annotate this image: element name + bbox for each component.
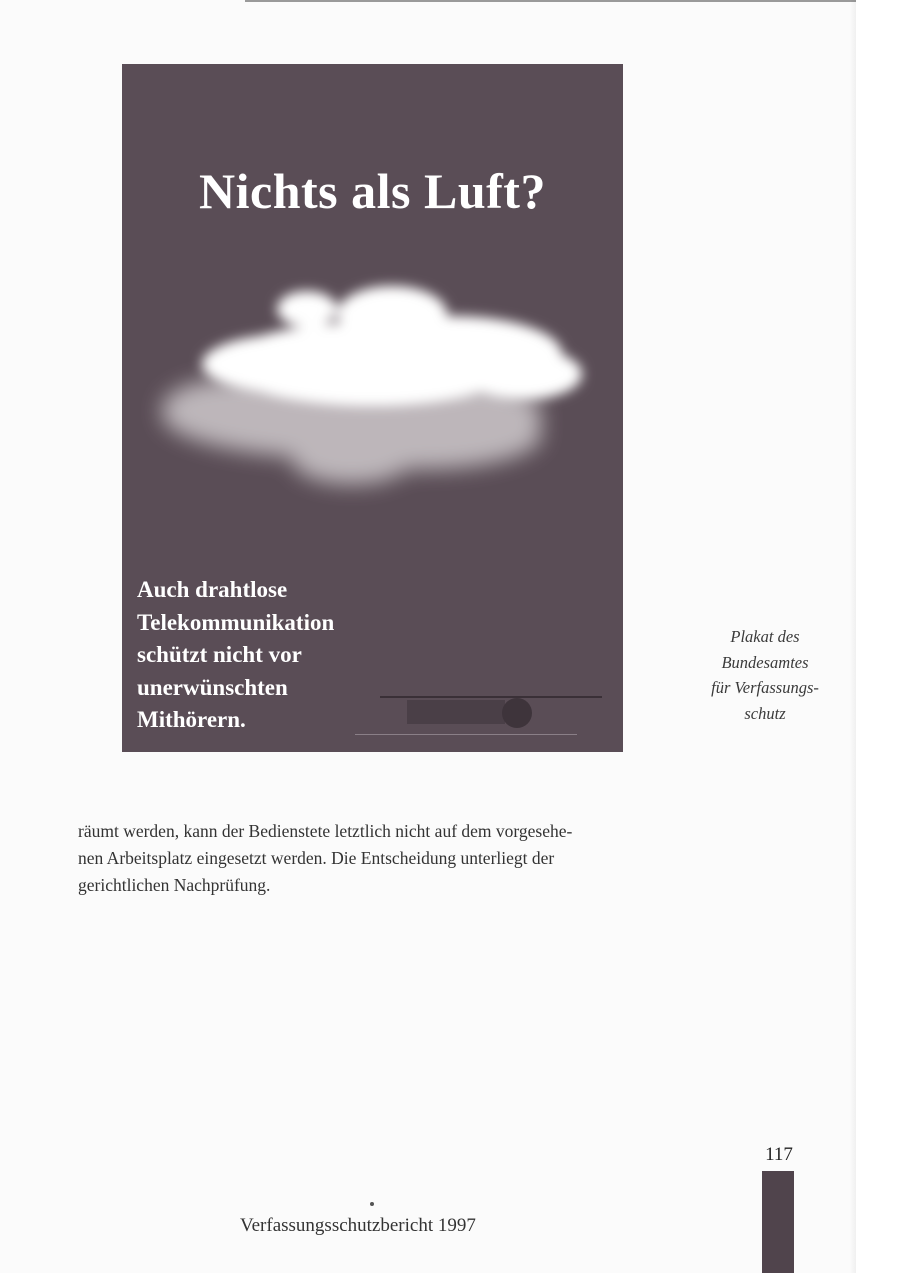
slogan-line-2: Telekommunikation <box>137 609 335 635</box>
body-paragraph <box>78 818 678 899</box>
running-footer: Verfassungsschutzbericht 1997 <box>240 1215 476 1236</box>
poster-title: Nichts als Luft? <box>199 163 546 219</box>
agency-logo-text <box>407 700 505 724</box>
logo-top-rule <box>380 696 602 698</box>
chapter-thumb-tab <box>762 1171 794 1273</box>
logo-bottom-rule <box>355 734 577 735</box>
slogan-line-4: unerwünschten <box>137 674 288 700</box>
body-line-1: räumt werden, kann der Bedienstete letztlich nicht auf dem vorgesehe- <box>78 821 573 841</box>
slogan-line-5: Mithörern. <box>137 707 246 732</box>
page-right-margin <box>856 0 900 1273</box>
slogan-line-3: schützt nicht vor <box>137 642 302 667</box>
top-edge-line <box>245 0 865 2</box>
caption-line-2: Bundesamtes <box>721 652 809 672</box>
poster-caption <box>690 624 840 726</box>
page-number: 117 <box>765 1144 793 1165</box>
caption-line-1: Plakat des <box>730 627 800 646</box>
caption-line-3: für Verfassungs- <box>711 678 819 697</box>
agency-emblem-icon <box>502 698 532 728</box>
body-line-3: gerichtlichen Nachprüfung. <box>78 875 271 895</box>
caption-line-4: schutz <box>744 703 786 723</box>
poster-image <box>122 64 623 752</box>
body-line-2: nen Arbeitsplatz eingesetzt werden. Die Entscheidung unterliegt der <box>78 848 555 868</box>
slogan-line-1: Auch drahtlose <box>137 577 288 602</box>
footer-dot <box>370 1202 374 1206</box>
